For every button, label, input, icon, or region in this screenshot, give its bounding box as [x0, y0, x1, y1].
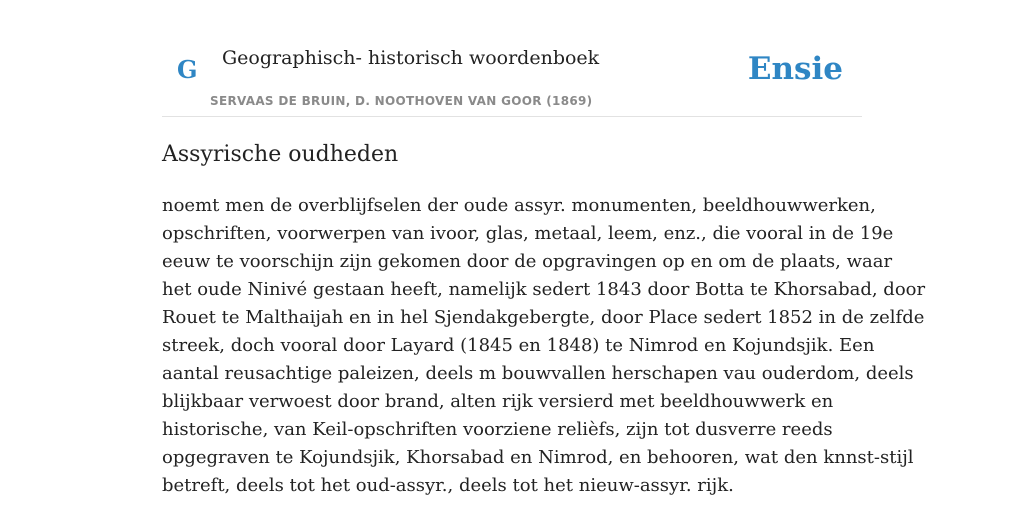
- entry-line: streek, doch vooral door Layard (1845 en 1848) te Nimrod en Kojundsjik. Een: [162, 335, 875, 356]
- dictionary-header: [162, 0, 862, 117]
- entry-line: historische, van Keil-opschriften voorziene relièfs, zijn tot dusverre reeds: [162, 419, 833, 440]
- entry-line: blijkbaar verwoest door brand, alten rijk versierd met beeldhouwwerk en: [162, 391, 834, 412]
- entry-title: Assyrische oudheden: [162, 142, 399, 167]
- dictionary-title-link[interactable]: Geographisch- historisch woordenboek: [222, 47, 600, 69]
- entry-line: Rouet te Malthaijah en in hel Sjendakgebergte, door Place sedert 1852 in de zelfde: [162, 307, 925, 328]
- entry-card: [162, 0, 926, 512]
- entry-line: aantal reusachtige paleizen, deels m bouwvallen herschapen vau ouderdom, deels: [162, 363, 914, 384]
- entry-body: [162, 192, 926, 500]
- entry-line: noemt men de overblijfselen der oude assyr. monumenten, beeldhouwwerken,: [162, 195, 876, 216]
- ensie-logo-link[interactable]: Ensie: [747, 51, 843, 87]
- entry-line: opgegraven te Kojundsjik, Khorsabad en Nimrod, en behooren, wat den knnst-stijl: [162, 447, 914, 468]
- entry-line: betreft, deels tot het oud-assyr., deels tot het nieuw-assyr. rijk.: [162, 475, 734, 496]
- dictionary-authors: SERVAAS DE BRUIN, D. NOOTHOVEN VAN GOOR (1869): [210, 94, 593, 108]
- entry-line: eeuw te voorschijn zijn gekomen door de opgravingen op en om de plaats, waar: [162, 251, 893, 272]
- entry-line: het oude Ninivé gestaan heeft, namelijk sedert 1843 door Botta te Khorsabad, door: [162, 279, 926, 300]
- dictionary-logo[interactable]: G: [177, 55, 198, 84]
- entry-line: opschriften, voorwerpen van ivoor, glas, metaal, leem, enz., die vooral in de 19e: [162, 223, 894, 244]
